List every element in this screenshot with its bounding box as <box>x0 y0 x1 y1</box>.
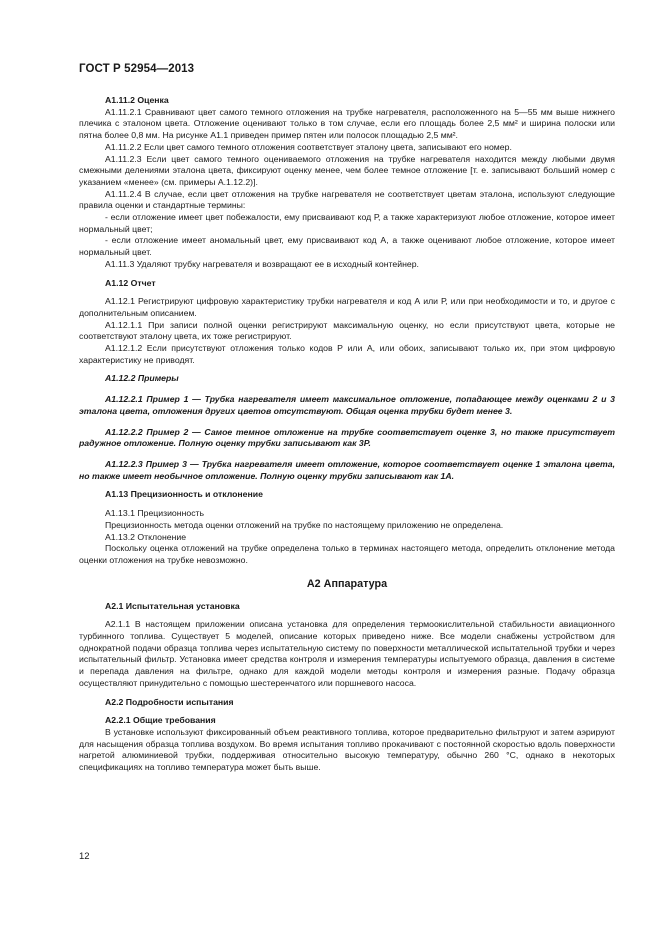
example-1: А1.12.2.1 Пример 1 — Трубка нагревателя имеет максимальное отложение, попадающее между оценками 2 и 3 эталона цвета, отложения других цветов отсутствуют. Общая оценка трубки будет менее 3. <box>79 394 615 416</box>
list-item: - если отложение имеет аномальный цвет, ему присваивают код А, а также оценивают любое отложение, которое имеет нормальный цвет. <box>79 235 615 258</box>
list-item: - если отложение имеет цвет побежалости, ему присваивают код Р, а также характеризуют любое отложение, которое имеет нормальный цвет; <box>79 212 615 234</box>
paragraph: А1.12.1.1 При записи полной оценки регистрируют максимальную оценку, но если присутствуют цвета, которые не соответствуют эталону цвета, их тоже регистрируют. <box>79 319 615 342</box>
paragraph: А1.13.1 Прецизионность <box>105 508 205 519</box>
paragraph: А2.1.1 В настоящем приложении описана установка для определения термоокислительной стабильности авиационного турбинного топлива. Существует 5 моделей, описание которых приведено ниже. Все модели снабжены устройством для однократной подачи образца топлива через испытательную систему по поверхности металлической испытательной трубки и через испытательный фильтр. Установка имеет средства контроля и измерения температуры испытуемого образца, давления в системе и перепада давления на фильтре, однако для каждой модели методы контроля и измерения разные. Подачу образца осуществляют принудительно с помощью шестеренчатого или поршневого насоса. <box>79 619 615 688</box>
heading-a1-12-2: А1.12.2 Примеры <box>105 373 179 384</box>
example-2: А1.12.2.2 Пример 2 — Самое темное отложение на трубке соответствует оценке 3, но также присутствует радужное отложение. Полную оценку трубки записывают как 3Р. <box>79 426 615 449</box>
heading-a1-12: А1.12 Отчет <box>105 277 156 288</box>
paragraph: А1.13.2 Отклонение <box>105 531 187 542</box>
paragraph: Поскольку оценка отложений на трубке определена только в терминах настоящего метода, определить отклонение метода оценки отложения на трубке невозможно. <box>79 543 615 565</box>
paragraph: А1.12.1 Регистрируют цифровую характеристику трубки нагревателя и код А или Р, или при необходимости и то, и другое с дополнительным описанием. <box>79 296 615 318</box>
paragraph: А1.11.2.3 Если цвет самого темного оцениваемого отложения на трубке нагревателя находится между любыми двумя смежными делениями эталона цвета, фиксируют оценку менее, чем более темное отложение [т. е. записывают больший номер с указанием «менее» (см. примеры А.1.12.2)]. <box>79 153 615 187</box>
heading-a2-1: А2.1 Испытательная установка <box>105 600 240 611</box>
heading-a2-2: А2.2 Подробности испытания <box>105 696 234 707</box>
heading-a1-13: А1.13 Прецизионность и отклонение <box>105 489 263 500</box>
paragraph: А1.11.2.1 Сравнивают цвет самого темного отложения на трубке нагревателя, расположенного на 5—55 мм выше нижнего плечика с эталоном цвета. Отложение оценивают только в том случае, если его площадь более 2,5 мм² и ширина полоски или пятна более 0,8 мм. На рисунке А1.1 приведен пример пятен или полосок площадью 2,5 мм². <box>79 106 615 141</box>
paragraph: Прецизионность метода оценки отложений на трубке по настоящему приложению не определена. <box>105 519 504 530</box>
paragraph: А1.11.2.4 В случае, если цвет отложения на трубке нагревателя не соответствует цветам эталона, используют следующие правила оценки и стандартные термины: <box>79 188 615 211</box>
page-number: 12 <box>79 851 90 862</box>
document-header: ГОСТ Р 52954—2013 <box>79 63 195 75</box>
paragraph: А1.12.1.2 Если присутствуют отложения только кодов Р или А, или обоих, записывают только их, при этом цифровую характеристику не приводят. <box>79 343 615 365</box>
document-body <box>79 95 615 774</box>
paragraph: А1.11.3 Удаляют трубку нагревателя и возвращают ее в исходный контейнер. <box>105 258 419 269</box>
paragraph: В установке используют фиксированный объем реактивного топлива, которое предварительно фильтруют и затем аэрируют для насыщения образца топлива воздухом. Во время испытания топливо прокачивают с постоянной скоростью вдоль поверхности нагретой алюминиевой трубки, поддерживая относительно высокую температуру, обычно 260 °С, однако в некоторых спецификациях на топливо температура может быть выше. <box>79 726 615 773</box>
heading-a2-2-1: А2.2.1 Общие требования <box>105 715 216 726</box>
heading-a1-11-2: А1.11.2 Оценка <box>105 95 169 105</box>
example-3: А1.12.2.3 Пример 3 — Трубка нагревателя имеет отложение, которое соответствует оценке 1 эталона цвета, но также имеет необычное отложение. Полную оценку трубки записывают как 1А. <box>79 458 615 481</box>
paragraph: А1.11.2.2 Если цвет самого темного отложения соответствует эталону цвета, записывают его номер. <box>105 141 512 152</box>
chapter-title: А2 Аппаратура <box>306 577 388 590</box>
